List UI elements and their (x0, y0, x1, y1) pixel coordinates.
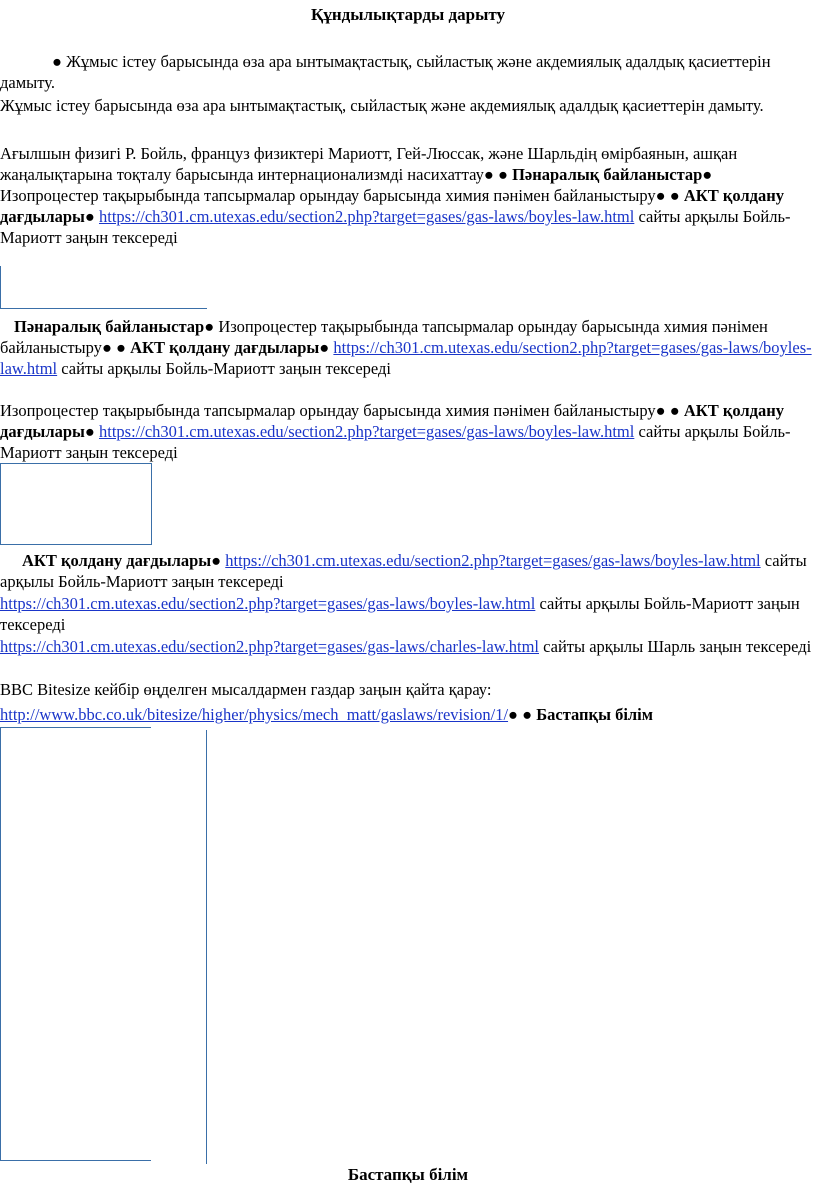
frame-divider (206, 730, 207, 1164)
bullet: ● (319, 338, 330, 357)
interdisciplinary-heading: Пәнаралық байланыстар (512, 165, 703, 184)
boyles-law-link[interactable]: https://ch301.cm.utexas.edu/section2.php?target=gases/gas-laws/boyles-law.html (98, 422, 635, 441)
boyle-check-text: сайты арқылы Бойль-Мариотт заңын тексереді (0, 594, 800, 634)
paragraph-charles-link (0, 636, 812, 657)
frame-border (0, 266, 207, 309)
paragraph-values-bullet (0, 51, 812, 93)
boyles-law-link[interactable]: https://ch301.cm.utexas.edu/section2.php?target=gases/gas-laws/boyles-law.html (98, 207, 635, 226)
boyle-check-text: сайты арқылы Бойль-Мариотт заңын тексереді (0, 551, 807, 591)
paragraph-isoprocess (0, 400, 812, 463)
bullet: ● (116, 338, 126, 357)
bullet: ● (508, 705, 519, 724)
bullet: ● (669, 186, 680, 205)
paragraph-biography (0, 143, 812, 248)
biography-text: Ағылшын физигі Р. Бойль, француз физиктері Мариотт, Гей-Люссак, және Шарльдің өмірбаянын, ашқан жаңалықтарына тоқталу барысында интернационализмді насихаттау (0, 144, 738, 184)
chemistry-text: Изопроцестер тақырыбында тапсырмалар орындау барысында химия пәнімен байланыстыру (0, 317, 768, 357)
bullet: ● (669, 401, 680, 420)
boyles-law-link[interactable]: https://ch301.cm.utexas.edu/section2.php?target=gases/gas-laws/boyles-law.html (225, 551, 761, 570)
bullet: ● (84, 422, 95, 441)
bullet: ● (497, 165, 508, 184)
boyles-law-link[interactable]: https://ch301.cm.utexas.edu/section2.php?target=gases/gas-laws/boyles-law.html (0, 338, 812, 378)
chemistry-text: Изопроцестер тақырыбында тапсырмалар орындау барысында химия пәнімен байланыстыру (0, 186, 656, 205)
ict-heading: АКТ қолдану дағдылары (22, 551, 212, 570)
ict-heading: АКТ қолдану дағдылары (0, 186, 784, 226)
bbc-bitesize-link[interactable]: http://www.bbc.co.uk/bitesize/higher/physics/mech_matt/gaslaws/revision/1/ (0, 705, 509, 724)
boyle-check-text: сайты арқылы Бойль-Мариотт заңын тексереді (0, 207, 791, 247)
frame-border (0, 727, 151, 1161)
values-text: Жұмыс істеу барысында өза ара ынтымақтастық, сыйластық және акдемиялық адалдық қасиеттерін дамыту. (0, 52, 771, 92)
ict-heading: АКТ қолдану дағдылары (0, 401, 784, 441)
bullet: ● (101, 338, 112, 357)
bullet: ● (52, 52, 62, 71)
paragraph-bbc: BBC Bitesize кейбір өңделген мысалдармен газдар заңын қайта қарау: (0, 680, 492, 699)
section-heading: Бастапқы білім (347, 1165, 469, 1184)
paragraph-boyle-link (0, 593, 812, 635)
charles-check-text: сайты арқылы Шарль заңын тексереді (539, 637, 812, 656)
boyle-check-text: сайты арқылы Бойль-Мариотт заңын тексереді (0, 422, 791, 462)
bullet: ● (483, 165, 494, 184)
paragraph-bbc-link (0, 704, 812, 725)
bullet: ● (702, 165, 713, 184)
bullet: ● (211, 551, 222, 570)
paragraph-interdisciplinary (0, 316, 812, 379)
paragraph-values: Жұмыс істеу барысында өза ара ынтымақтастық, сыйластық және акдемиялық адалдық қасиеттерін дамыту. (0, 96, 764, 115)
ict-heading: АКТ қолдану дағдылары (130, 338, 320, 357)
document-title: Құндылықтарды дарыту (311, 5, 505, 24)
bullet: ● (655, 401, 666, 420)
frame-border (0, 463, 152, 545)
interdisciplinary-heading: Пәнаралық байланыстар (14, 317, 205, 336)
boyle-check-text: сайты арқылы Бойль-Мариотт заңын тексереді (57, 359, 391, 378)
paragraph-ict (0, 550, 812, 592)
charles-law-link[interactable]: https://ch301.cm.utexas.edu/section2.php?target=gases/gas-laws/charles-law.html (0, 637, 539, 656)
bullet: ● (522, 705, 533, 724)
bullet: ● (84, 207, 95, 226)
bullet: ● (655, 186, 666, 205)
bullet: ● (204, 317, 215, 336)
chemistry-text: Изопроцестер тақырыбында тапсырмалар орындау барысында химия пәнімен байланыстыру (0, 401, 656, 420)
boyles-law-link[interactable]: https://ch301.cm.utexas.edu/section2.php?target=gases/gas-laws/boyles-law.html (0, 594, 536, 613)
prior-knowledge-heading: Бастапқы білім (536, 705, 653, 724)
